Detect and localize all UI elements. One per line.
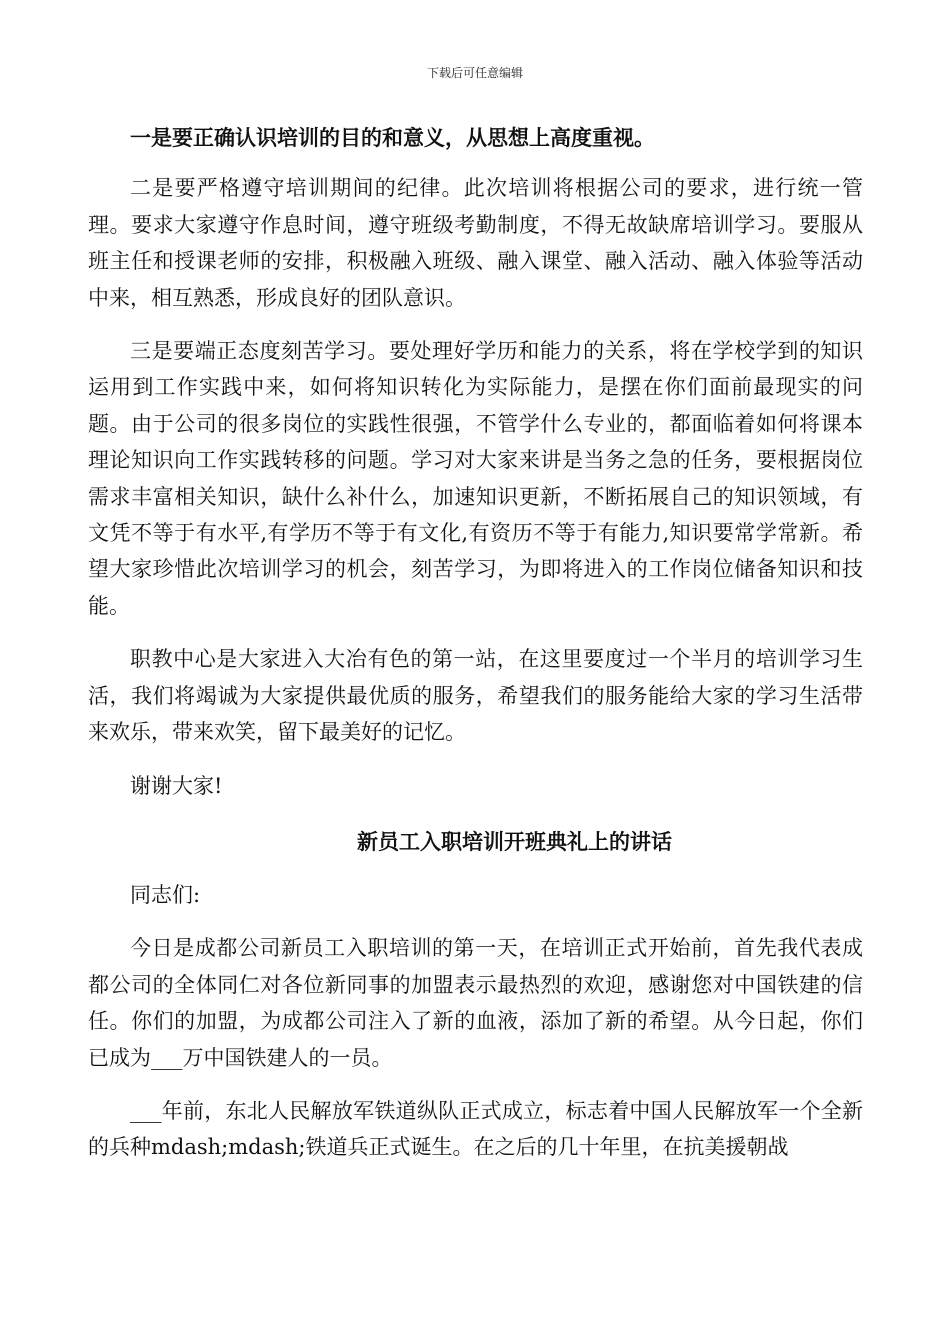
paragraph-thanks: 谢谢大家! <box>130 773 223 798</box>
paragraph-point-two: 二是要严格遵守培训期间的纪律。此次培训将根据公司的要求，进行统一管理。要求大家遵守作息时间，遵守班级考勤制度，不得无故缺席培训学习。要服从班主任和授课老师的安排，积极融入班级、融入课堂、融入活动、融入体验等活动中来，相互熟悉，形成良好的团队意识。 <box>88 176 863 310</box>
paragraph-training-center: 职教中心是大家进入大冶有色的第一站，在这里要度过一个半月的培训学习生活，我们将竭诚为大家提供最优质的服务，希望我们的服务能给大家的学习生活带来欢乐，带来欢笑，留下最美好的记忆。 <box>88 647 863 745</box>
document-body <box>88 120 863 1166</box>
paragraph-point-three: 三是要端正态度刻苦学习。要处理好学历和能力的关系，将在学校学到的知识运用到工作实践中来，如何将知识转化为实际能力，是摆在你们面前最现实的问题。由于公司的很多岗位的实践性很强，不管学什么专业的，都面临着如何将课本理论知识向工作实践转移的问题。学习对大家来讲是当务之急的任务，要根据岗位需求丰富相关知识，缺什么补什么，加速知识更新，不断拓展自己的知识领域，有文凭不等于有水平,有学历不等于有文化,有资历不等于有能力,知识要常学常新。希望大家珍惜此次培训学习的机会，刻苦学习，为即将进入的工作岗位储备知识和技能。 <box>88 339 863 618</box>
speech-title: 新员工入职培训开班典礼上的讲话 <box>357 828 672 854</box>
paragraph-welcome: 今日是成都公司新员工入职培训的第一天，在培训正式开始前，首先我代表成都公司的全体同仁对各位新同事的加盟表示最热烈的欢迎，感谢您对中国铁建的信任。你们的加盟，为成都公司注入了新的血液，添加了新的希望。从今日起，你们已成为___万中国铁建人的一员。 <box>88 936 863 1070</box>
paragraph-point-one: 一是要正确认识培训的目的和意义，从思想上高度重视。 <box>130 125 655 150</box>
paragraph-history: ___年前，东北人民解放军铁道纵队正式成立，标志着中国人民解放军一个全新的兵种mdash;mdash;铁道兵正式诞生。在之后的几十年里，在抗美援朝战 <box>88 1098 863 1160</box>
paragraph-salutation: 同志们: <box>130 882 201 907</box>
page-header: 下载后可任意编辑 <box>426 66 523 80</box>
